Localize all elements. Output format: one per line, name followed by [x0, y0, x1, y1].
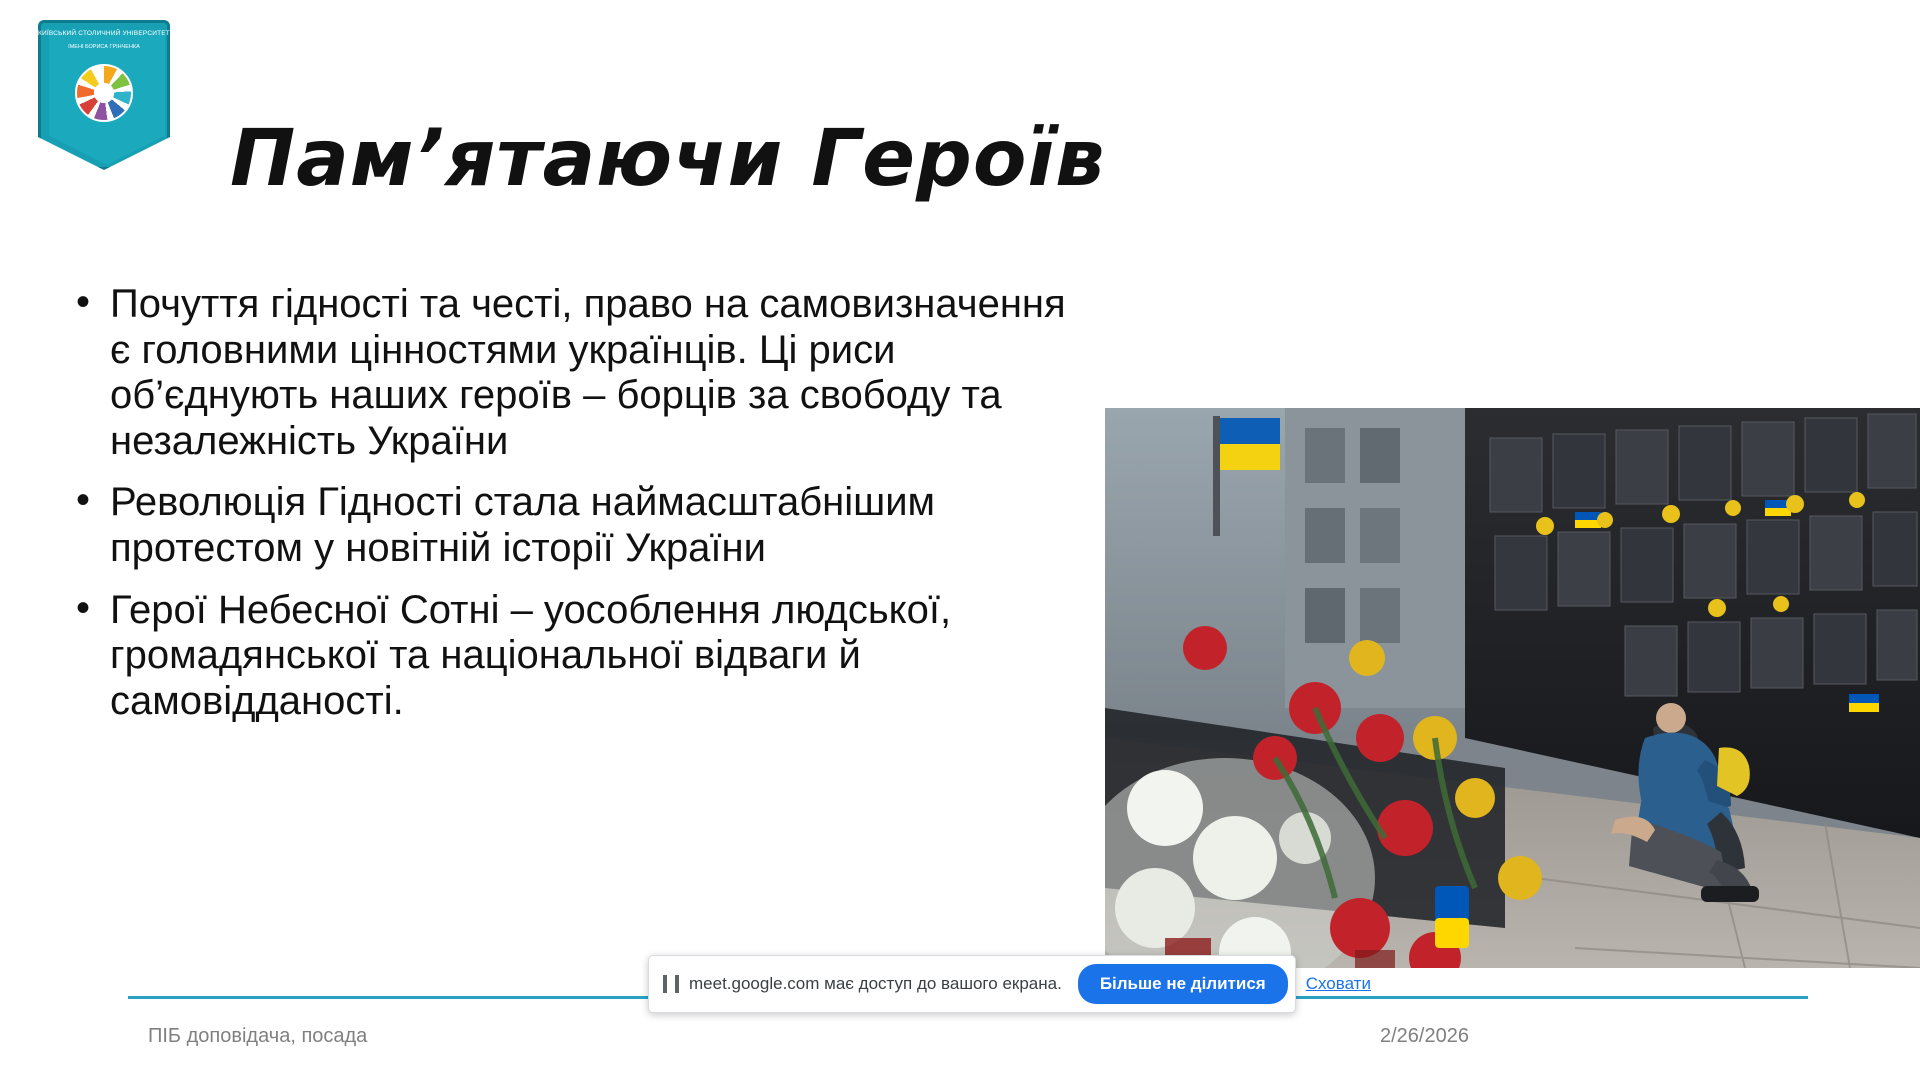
memorial-photo [1105, 408, 1920, 968]
list-item: • Герої Небесної Сотні – уособлення людської, громадянської та національної відваги й самовідданості. [70, 588, 1080, 725]
pause-icon [663, 975, 679, 993]
footer-date: 2/26/2026 [1380, 1025, 1469, 1047]
slide-bullet-list [70, 282, 1080, 740]
logo-university-name-line2: ІМЕНІ БОРИСА ГРІНЧЕНКА [68, 44, 140, 50]
hide-bar-link[interactable]: Сховати [1305, 974, 1371, 993]
university-emblem-icon [75, 64, 133, 122]
university-logo [38, 20, 170, 188]
screen-share-bar[interactable] [648, 955, 1371, 1013]
logo-university-name-line1: КИЇВСЬКИЙ СТОЛИЧНИЙ УНІВЕРСИТЕТ [38, 30, 170, 37]
slide-title: Пам’ятаючи Героїв [230, 114, 1106, 205]
share-status-text: meet.google.com має доступ до вашого екрана. [689, 974, 1062, 993]
stop-sharing-button[interactable]: Більше не ділитися [1078, 964, 1288, 1004]
list-item: • Почуття гідності та честі, право на самовизначення є головними цінностями українців. Ці риси об’єднують наших героїв – борців за свободу та незалежність України [70, 282, 1080, 464]
footer-presenter: ПІБ доповідача, посада [148, 1025, 368, 1047]
list-item: • Революція Гідності стала наймасштабнішим протестом у новітній історії України [70, 480, 1080, 571]
